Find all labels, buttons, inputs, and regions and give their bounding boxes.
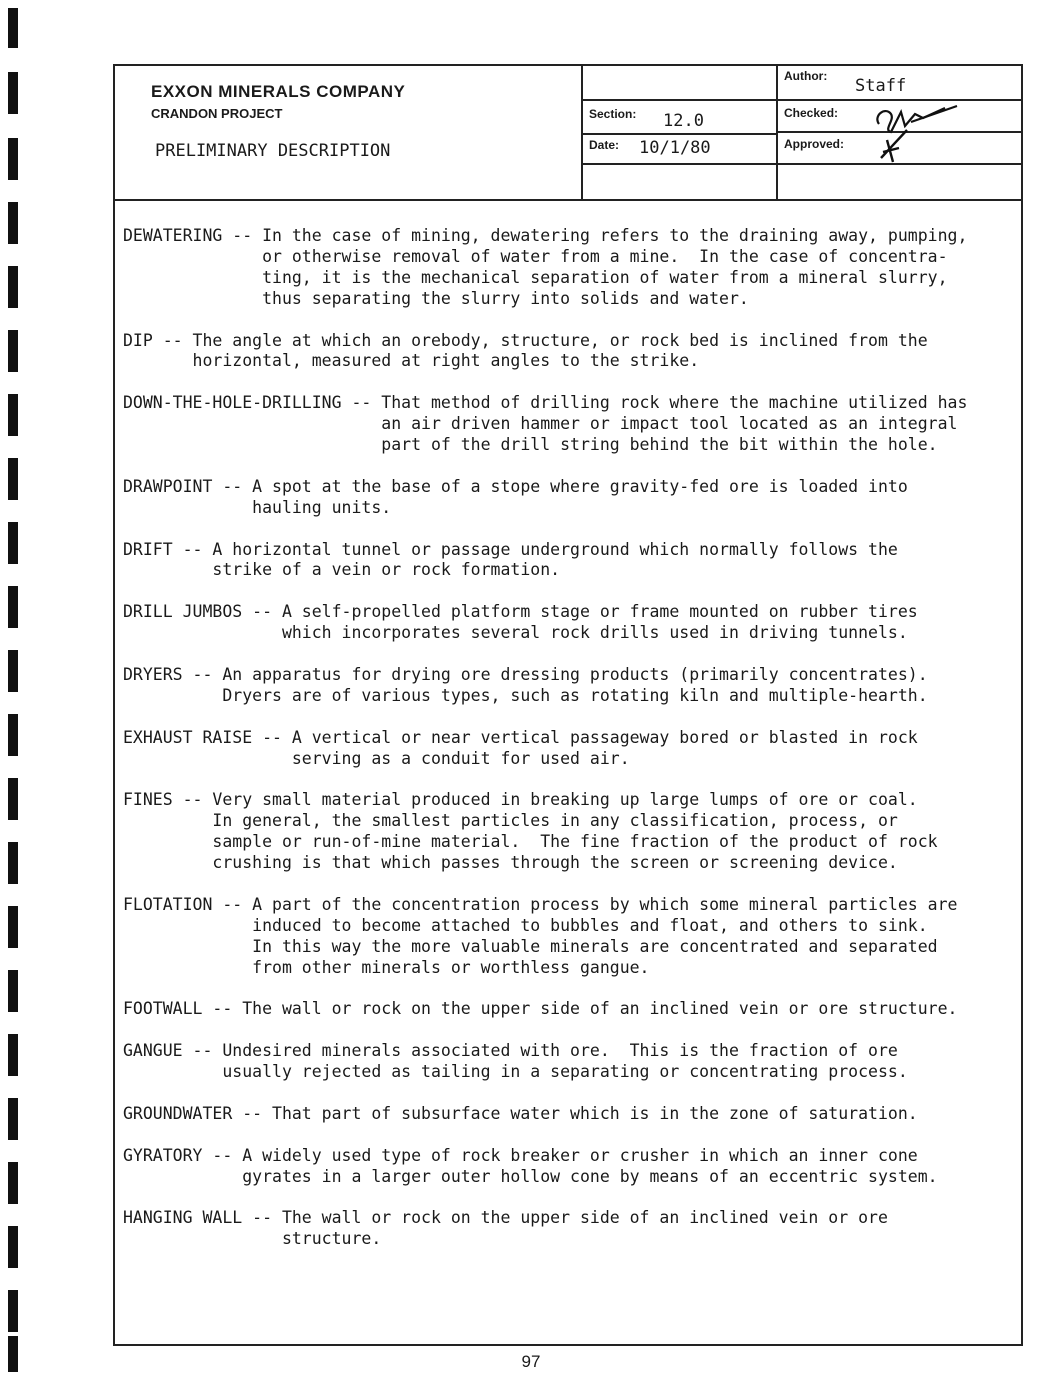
glossary-definitions bbox=[123, 226, 1013, 1271]
company-name: EXXON MINERALS COMPANY bbox=[151, 82, 406, 101]
glossary-entry-line: horizontal, measured at right angles to the strike. bbox=[123, 351, 700, 371]
glossary-entry bbox=[123, 226, 1013, 310]
author-label: Author: bbox=[784, 69, 828, 83]
glossary-entry bbox=[123, 665, 1013, 707]
glossary-entry-line: or otherwise removal of water from a mine. In the case of concentra- bbox=[123, 246, 948, 266]
glossary-entry-line: HANGING WALL -- The wall or rock on the upper side of an inclined vein or ore bbox=[123, 1208, 888, 1228]
document-header bbox=[115, 66, 1021, 201]
glossary-entry-line: DRYERS -- An apparatus for drying ore dressing products (primarily concentrates). bbox=[123, 664, 928, 684]
page-frame bbox=[113, 64, 1023, 1346]
glossary-entry-line: GYRATORY -- A widely used type of rock breaker or crusher in which an inner cone bbox=[123, 1145, 918, 1165]
glossary-entry bbox=[123, 1104, 1013, 1125]
glossary-entry-line: crushing is that which passes through the screen or screening device. bbox=[123, 853, 898, 873]
glossary-entry-line: thus separating the slurry into solids and water. bbox=[123, 288, 749, 308]
glossary-entry-line: structure. bbox=[123, 1229, 382, 1249]
header-rule bbox=[583, 99, 776, 101]
glossary-entry-line: GANGUE -- Undesired minerals associated with ore. This is the fraction of ore bbox=[123, 1041, 898, 1061]
glossary-entry bbox=[123, 540, 1013, 582]
glossary-entry bbox=[123, 602, 1013, 644]
glossary-entry-line: DRIFT -- A horizontal tunnel or passage underground which normally follows the bbox=[123, 539, 898, 559]
glossary-entry-line: DEWATERING -- In the case of mining, dewatering refers to the draining away, pumping, bbox=[123, 226, 968, 245]
glossary-entry-line: which incorporates several rock drills used in driving tunnels. bbox=[123, 623, 908, 643]
glossary-entry-line: sample or run-of-mine material. The fine fraction of the product of rock bbox=[123, 832, 938, 852]
glossary-entry-line: DRAWPOINT -- A spot at the base of a stope where gravity-fed ore is loaded into bbox=[123, 476, 908, 496]
approved-label: Approved: bbox=[784, 137, 844, 151]
glossary-entry-line: usually rejected as tailing in a separating or concentrating process. bbox=[123, 1062, 908, 1082]
glossary-entry-line: ting, it is the mechanical separation of water from a mineral slurry, bbox=[123, 267, 948, 287]
glossary-entry-line: part of the drill string behind the bit within the hole. bbox=[123, 435, 938, 455]
document-title: PRELIMINARY DESCRIPTION bbox=[155, 141, 391, 161]
glossary-entry bbox=[123, 393, 1013, 456]
glossary-entry-line: GROUNDWATER -- That part of subsurface water which is in the zone of saturation. bbox=[123, 1103, 918, 1123]
project-name: CRANDON PROJECT bbox=[151, 106, 283, 121]
glossary-entry bbox=[123, 1146, 1013, 1188]
glossary-entry-line: Dryers are of various types, such as rotating kiln and multiple-hearth. bbox=[123, 685, 928, 705]
glossary-entry-line: an air driven hammer or impact tool located as an integral bbox=[123, 414, 958, 434]
glossary-entry-line: gyrates in a larger outer hollow cone by means of an eccentric system. bbox=[123, 1166, 938, 1186]
author-value: Staff bbox=[855, 76, 907, 96]
glossary-entry bbox=[123, 331, 1013, 373]
glossary-entry bbox=[123, 477, 1013, 519]
checked-label: Checked: bbox=[784, 106, 839, 120]
binding-marks bbox=[8, 0, 22, 1380]
glossary-entry-line: DOWN-THE-HOLE-DRILLING -- That method of drilling rock where the machine utilized has bbox=[123, 393, 968, 413]
glossary-entry bbox=[123, 728, 1013, 770]
glossary-entry-line: strike of a vein or rock formation. bbox=[123, 560, 561, 580]
section-label: Section: bbox=[589, 107, 637, 121]
glossary-entry-line: FINES -- Very small material produced in breaking up large lumps of ore or coal. bbox=[123, 790, 918, 810]
glossary-entry-line: In this way the more valuable minerals are concentrated and separated bbox=[123, 936, 938, 956]
header-rule bbox=[583, 163, 776, 165]
glossary-entry-line: In general, the smallest particles in any classification, process, or bbox=[123, 811, 898, 831]
glossary-entry-line: induced to become attached to bubbles and float, and others to sink. bbox=[123, 915, 928, 935]
glossary-entry-line: FOOTWALL -- The wall or rock on the upper side of an inclined vein or ore structure. bbox=[123, 999, 958, 1019]
glossary-entry-line: DIP -- The angle at which an orebody, structure, or rock bed is inclined from the bbox=[123, 330, 928, 350]
glossary-entry bbox=[123, 790, 1013, 874]
glossary-entry-line: from other minerals or worthless gangue. bbox=[123, 957, 650, 977]
page-number: 97 bbox=[521, 1352, 541, 1371]
header-rule bbox=[583, 133, 776, 135]
glossary-entry bbox=[123, 1208, 1013, 1250]
glossary-entry-line: hauling units. bbox=[123, 497, 392, 517]
glossary-entry bbox=[123, 1041, 1013, 1083]
date-label: Date: bbox=[589, 138, 620, 152]
glossary-entry bbox=[123, 999, 1013, 1020]
handwritten-signature bbox=[871, 100, 961, 166]
glossary-entry-line: FLOTATION -- A part of the concentration process by which some mineral particles are bbox=[123, 894, 958, 914]
glossary-entry-line: DRILL JUMBOS -- A self-propelled platform stage or frame mounted on rubber tires bbox=[123, 602, 918, 622]
date-value: 10/1/80 bbox=[639, 138, 711, 158]
glossary-entry-line: serving as a conduit for used air. bbox=[123, 748, 630, 768]
section-value: 12.0 bbox=[663, 111, 704, 131]
glossary-entry bbox=[123, 895, 1013, 979]
glossary-entry-line: EXHAUST RAISE -- A vertical or near vertical passageway bored or blasted in rock bbox=[123, 727, 918, 747]
